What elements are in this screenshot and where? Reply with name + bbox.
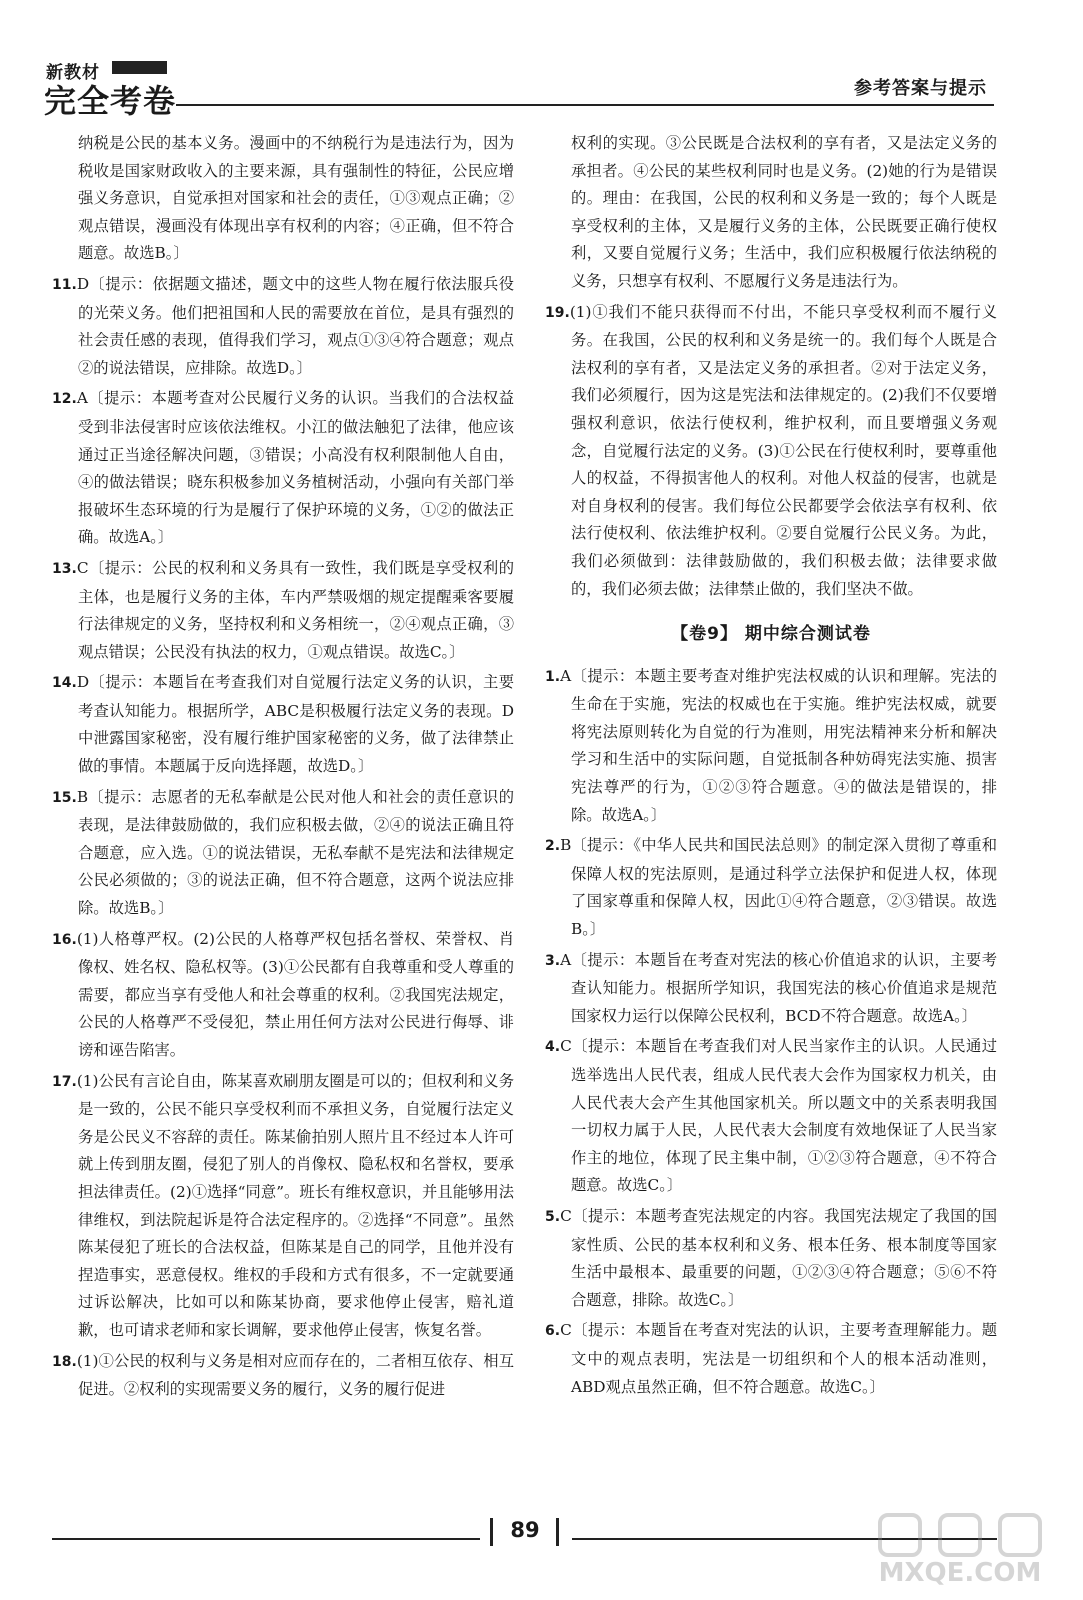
answer-number: 14.: [52, 675, 77, 692]
answer-text: A〔提示：本题考查对公民履行义务的认识。当我们的合法权益受到非法侵害时应该依法维权。小江的做法触犯了法律，他应该通过正当途径解决问题，③错误；小高没有权利限制他人自由，④的做法错误；晓东积极参加义务植树活动，小强向有关部门举报破坏生态环境的行为是履行了保护环境的义务，①②的做法正确。故选A。〕: [76, 389, 514, 547]
answer-number: 19.: [545, 304, 570, 321]
answer-number: 1.: [545, 668, 561, 685]
answer-item: [52, 926, 514, 1065]
footer-bracket-left: [490, 1518, 493, 1546]
left-column: [52, 130, 514, 1407]
answer-text: (1)人格尊严权。(2)公民的人格尊严权包括名誉权、荣誉权、肖像权、姓名权、隐私权等。(3)①公民都有自我尊重和受人尊重的需要，都应当享有受他人和社会尊重的权利。②我国宪法规定，公民的人格尊严不受侵犯，禁止用任何方法对公民进行侮辱、诽谤和诬告陷害。: [76, 929, 514, 1059]
answer-number: 3.: [545, 952, 561, 969]
answer-item: [52, 385, 514, 552]
answer-item: [545, 1317, 997, 1401]
answer-number: 16.: [52, 931, 77, 948]
answer-text: B〔提示：《中华人民共和国民法总则》的制定深入贯彻了尊重和保障人权的宪法原则，是通过科学立法保护和促进人权，体现了国家尊重和保障人权，因此①④符合题意，②③错误。故选B。〕: [560, 836, 997, 939]
footer-rule-left: [52, 1538, 480, 1540]
section-title: 【卷9】 期中综合测试卷: [671, 624, 871, 645]
answer-item: [52, 669, 514, 780]
header-title: 参考答案与提示: [854, 78, 987, 99]
answer-item: [52, 130, 514, 268]
answer-text: B〔提示：志愿者的无私奉献是公民对他人和社会的责任意识的表现，是法律鼓励做的，我们应积极去做，②④的说法正确且符合题意，应入选。①的说法错误，无私奉献不是宪法和法律规定公民必须做的；③的说法正确，但不符合题意，这两个说法应排除。故选B。〕: [76, 787, 514, 918]
answer-number: 5.: [545, 1208, 561, 1225]
answer-text: 权利的实现。③公民既是合法权利的享有者，又是法定义务的承担者。④公民的某些权利同时也是义务。(2)她的行为是错误的。理由：在我国，公民的权利和义务是一致的；每个人既是享受权利的主体，又是履行义务的主体，公民既要正确行使权利，又要自觉履行义务；生活中，我们应积极履行依法纳税的义务，只想享有权利、不愿履行义务是违法行为。: [571, 134, 997, 290]
answer-text: C〔提示：本题旨在考查对宪法的认识，主要考查理解能力。题文中的观点表明，宪法是一切组织和个人的根本活动准则，ABD观点虽然正确，但不符合题意。故选C。〕: [560, 1321, 997, 1396]
answer-item: [545, 832, 997, 943]
answer-text: A〔提示：本题旨在考查对宪法的核心价值追求的认识，主要考查认知能力。根据所学知识，我国宪法的核心价值追求是规范国家权力运行以保障公民权利，BCD不符合题意。故选A。〕: [560, 950, 997, 1025]
answer-number: 17.: [52, 1073, 77, 1090]
brand-subtitle: 新教材: [46, 63, 100, 83]
answer-number: 12.: [52, 391, 77, 408]
page-header: [0, 0, 1083, 130]
answer-text: D〔提示：依据题文描述，题文中的这些人物在履行依法服兵役的光荣义务。他们把祖国和人民的需要放在首位，是具有强烈的社会责任感的表现，值得我们学习，观点①③④符合题意；观点②的说法错误，应排除。故选D。〕: [76, 274, 514, 377]
answer-number: 2.: [545, 838, 561, 855]
answer-text: 纳税是公民的基本义务。漫画中的不纳税行为是违法行为，因为税收是国家财政收入的主要来源，具有强制性的特征，公民应增强义务意识，自觉承担对国家和社会的责任，①③观点正确；②观点错误，漫画没有体现出享有权利的内容；④正确，但不符合题意。故选B。〕: [78, 134, 514, 263]
answer-text: C〔提示：本题旨在考查我们对人民当家作主的认识。人民通过选举选出人民代表，组成人民代表大会作为国家权力机关，由人民代表大会产生其他国家机关。所以题文中的关系表明我国一切权力属于人民，人民代表大会制度有效地保证了人民当家作主的地位，体现了民主集中制，①②③符合题意，④不符合题意。故选C。〕: [560, 1037, 997, 1195]
answer-item: [52, 1068, 514, 1345]
footer-bracket-right: [556, 1518, 559, 1546]
answer-item: [52, 1348, 514, 1404]
answer-item: [545, 947, 997, 1031]
answer-number: 4.: [545, 1039, 561, 1056]
answer-text: (1)①我们不能只获得而不付出，不能只享受权利而不履行义务。在我国，公民的权利和义务是统一的。我们每个人既是合法权利的享有者，又是法定义务的承担者。②对于法定义务，我们必须履行，因为这是宪法和法律规定的。(2)我们不仅要增强权利意识，依法行使权利，维护权利，而且要增强义务观念，自觉履行法定的义务。(3)①公民在行使权利时，要尊重他人的权益，不得损害他人的权利。对他人权益的侵害，也就是对自身权利的侵害。我们每位公民都要学会依法享有权利、依法行使权利、依法维护权利。②要自觉履行公民义务。为此，我们必须做到：法律鼓励做的，我们积极去做；法律要求做的，我们必须去做；法律禁止做的，我们坚决不做。: [569, 302, 997, 598]
header-divider: [176, 104, 994, 106]
answer-number: 18.: [52, 1353, 77, 1370]
watermark-icon: [860, 1510, 1060, 1560]
answer-item: [52, 271, 514, 382]
answer-text: D〔提示：本题旨在考查我们对自觉履行法定义务的认识，主要考查认知能力。根据所学，ABC是积极履行法定义务的表现。D中泄露国家秘密，没有履行维护国家秘密的义务，做了法律禁止做的事情。本题属于反向选择题，故选D。〕: [76, 673, 514, 776]
watermark-logo: [860, 1510, 1060, 1590]
answer-text: C〔提示：公民的权利和义务具有一致性，我们既是享受权利的主体，也是履行义务的主体，车内严禁吸烟的规定提醒乘客要履行法律规定的义务，坚持权利和义务相统一，②④观点正确，③观点错误；公民没有执法的权力，①观点错误。故选C。〕: [76, 558, 514, 661]
answer-text: C〔提示：本题考查宪法规定的内容。我国宪法规定了我国的国家性质、公民的基本权利和义务、根本任务、根本制度等国家生活中最根本、最重要的问题，①②③④符合题意；⑤⑥不符合题意，排除。故选C。〕: [560, 1206, 997, 1309]
answer-item: [545, 663, 997, 830]
brand-decoration-bar: [112, 61, 167, 74]
right-column: [545, 130, 997, 1404]
answer-text: (1)公民有言论自由，陈某喜欢刷朋友圈是可以的；但权利和义务是一致的，公民不能只享受权利而不承担义务，自觉履行法定义务是公民义不容辞的责任。陈某偷拍别人照片且不经过本人许可就上传到朋友圈，侵犯了别人的肖像权、隐私权和名誉权，要承担法律责任。(2)①选择“同意”。班长有维权意识，并且能够用法律维权，到法院起诉是符合法定程序的。②选择“不同意”。虽然陈某侵犯了班长的合法权益，但陈某是自己的同学，且他并没有捏造事实，恶意侵权。维权的手段和方式有很多，不一定就要通过诉讼解决，比如可以和陈某协商，要求他停止侵害，赔礼道歉，也可请求老师和家长调解，要求他停止侵害，恢复名誉。: [76, 1071, 514, 1339]
answer-text: (1)①公民的权利与义务是相对应而存在的，二者相互依存、相互促进。②权利的实现需要义务的履行，义务的履行促进: [76, 1351, 514, 1399]
answer-item: [52, 555, 514, 666]
brand-logo-text: 完全考卷: [44, 82, 177, 120]
answer-number: 11.: [52, 276, 77, 293]
answer-number: 6.: [545, 1323, 561, 1340]
answer-item: [545, 1203, 997, 1314]
watermark-text: MXQE.COM: [878, 1558, 1042, 1588]
page-number: 89: [510, 1518, 540, 1542]
answer-item: [52, 784, 514, 923]
answer-number: 13.: [52, 560, 77, 577]
answer-item: [545, 1033, 997, 1200]
answer-text: A〔提示：本题主要考查对维护宪法权威的认识和理解。宪法的生命在于实施，宪法的权威也在于实施。维护宪法权威，就要将宪法原则转化为自觉的行为准则，用宪法精神来分析和解决学习和生活中的实际问题，自觉抵制各种妨碍宪法实施、损害宪法尊严的行为，①②③符合题意。④的做法是错误的，排除。故选A。〕: [560, 666, 997, 824]
answer-item: [545, 130, 997, 296]
answer-item: [545, 299, 997, 604]
answer-number: 15.: [52, 789, 77, 806]
